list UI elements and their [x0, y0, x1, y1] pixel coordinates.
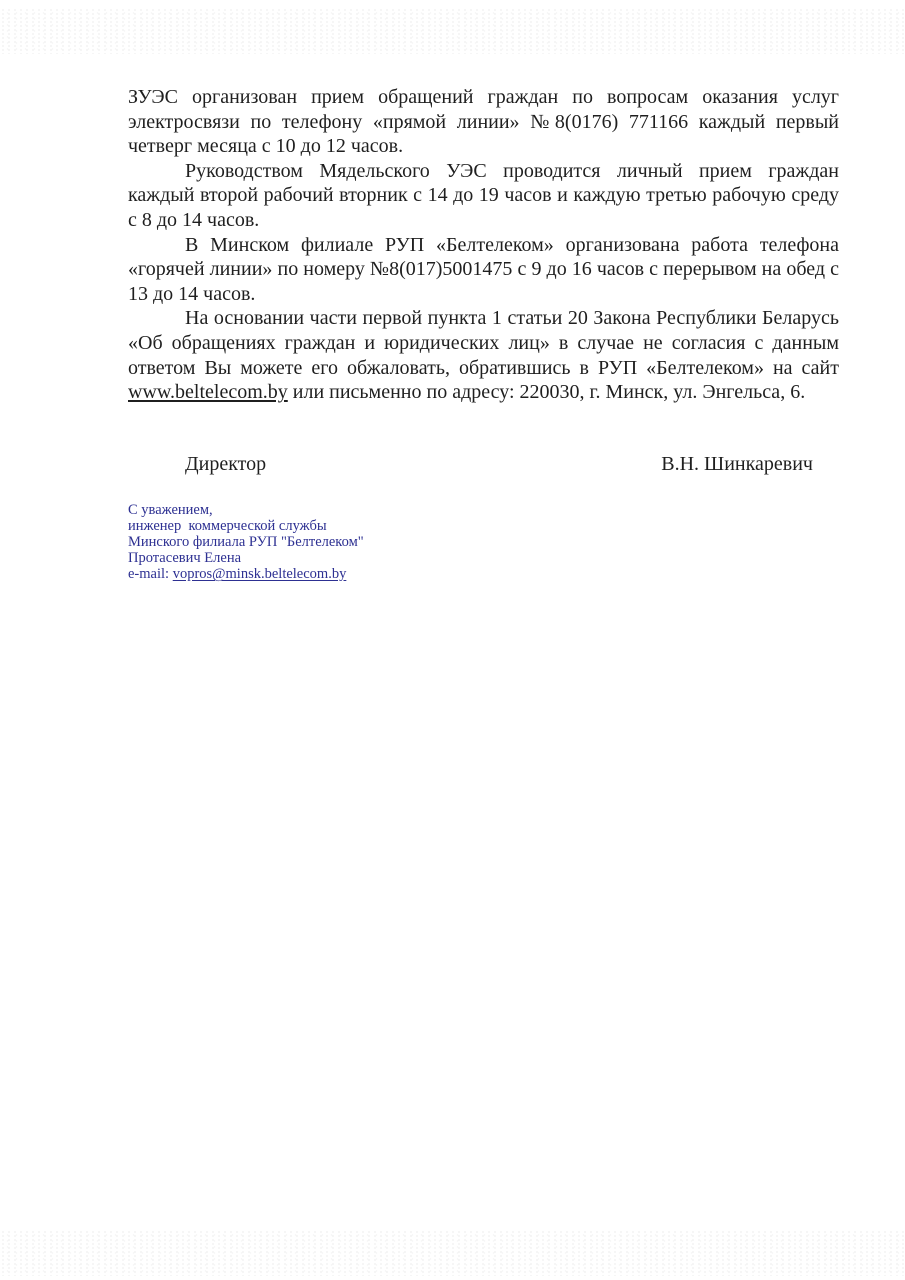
signature-position: инженер коммерческой службы	[128, 518, 327, 534]
paragraph-minsk-hotline: В Минском филиале РУП «Белтелеком» организована работа телефона «горячей линии» по номеру №8(017)5001475 с 9 до 16 часов с перерывом на обед с 13 до 14 часов.	[128, 233, 839, 305]
signature-organization: Минского филиала РУП "Белтелеком"	[128, 534, 364, 550]
paragraph-myadel-reception: Руководством Мядельского УЭС проводится личный прием граждан каждый второй рабочий вторник с 14 до 19 часов и каждую третью рабочую среду с 8 до 14 часов.	[128, 159, 839, 231]
signature-greeting: С уважением,	[128, 502, 213, 518]
director-signature-line	[128, 452, 839, 477]
email-link[interactable]: vopros@minsk.beltelecom.by	[172, 566, 347, 582]
appeal-text-before-link: На основании части первой пункта 1 статьи 20 Закона Республики Беларусь «Об обращениях граждан и юридических лиц» в случае не согласия с данным ответом Вы можете его обжаловать, обратившись в РУП «Белтелеком» на сайт	[128, 307, 839, 379]
beltelecom-website-link[interactable]: www.beltelecom.by	[128, 381, 288, 404]
scan-noise-top	[0, 8, 905, 54]
email-signature-block	[128, 502, 364, 582]
director-name: В.Н. Шинкаревич	[661, 453, 813, 475]
email-label: e-mail:	[128, 566, 173, 582]
letter-body	[128, 85, 839, 405]
signature-email-row	[128, 566, 364, 582]
appeal-text-after-link: или письменно по адресу: 220030, г. Минск, ул. Энгельса, 6.	[287, 381, 806, 404]
scan-noise-bottom	[0, 1230, 905, 1276]
paragraph-zues-hotline: ЗУЭС организован прием обращений граждан по вопросам оказания услуг электросвязи по телефону «прямой линии» №8(0176) 771166 каждый первый четверг месяца с 10 до 12 часов.	[128, 86, 839, 158]
signature-person-name: Протасевич Елена	[128, 550, 242, 566]
director-title: Директор	[185, 453, 267, 475]
paragraph-appeal-rights	[128, 306, 839, 404]
